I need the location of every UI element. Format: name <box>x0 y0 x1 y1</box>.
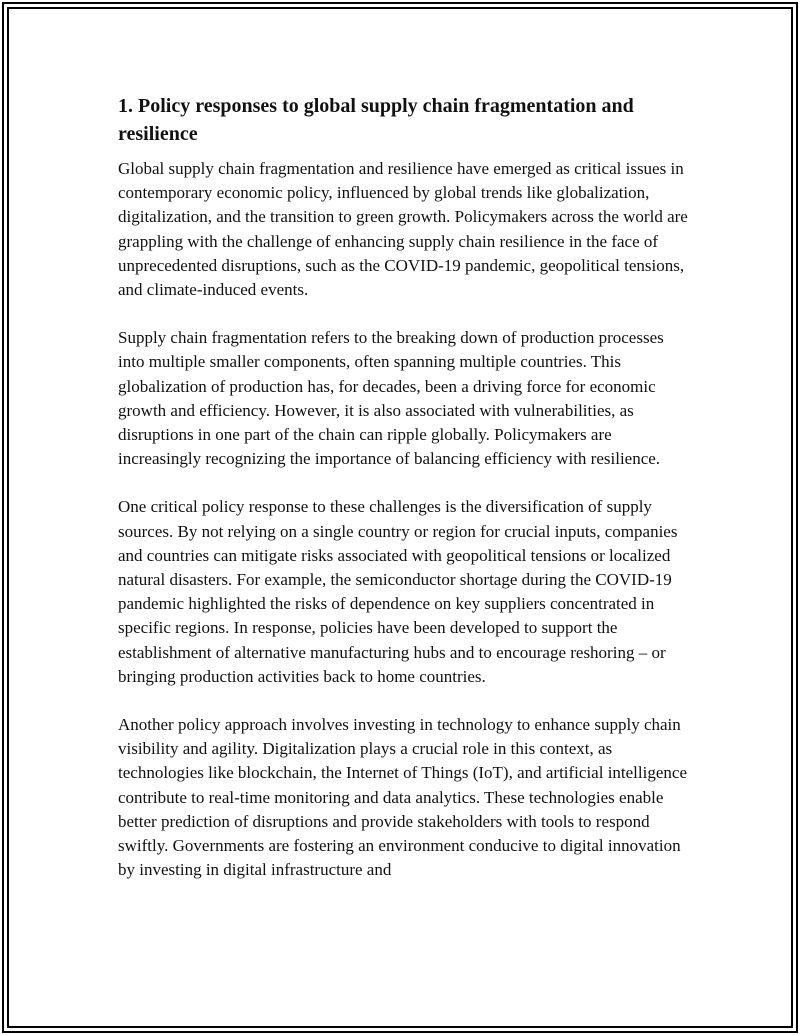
paragraph-3: One critical policy response to these challenges is the diversification of supply sources. By not relying on a single country or region for crucial inputs, companies and countries can mitigate risks associated with geopolitical tensions or localized natural disasters. For example, the semiconductor shortage during the COVID-19 pandemic highlighted the risks of dependence on key suppliers concentrated in specific regions. In response, policies have been developed to support the establishment of alternative manufacturing hubs and to encourage reshoring – or bringing production activities back to home countries. <box>118 497 678 686</box>
document-body <box>118 92 693 906</box>
paragraph-1: Global supply chain fragmentation and resilience have emerged as critical issues in contemporary economic policy, influenced by global trends like globalization, digitalization, and the transition to green growth. Policymakers across the world are grappling with the challenge of enhancing supply chain resilience in the face of unprecedented disruptions, such as the COVID-19 pandemic, geopolitical tensions, and climate-induced events. <box>118 159 688 300</box>
paragraph-4: Another policy approach involves investing in technology to enhance supply chain visibility and agility. Digitalization plays a crucial role in this context, as technologies like blockchain, the Internet of Things (IoT), and artificial intelligence contribute to real-time monitoring and data analytics. These technologies enable better prediction of disruptions and provide stakeholders with tools to respond swiftly. Governments are fostering an environment conducive to digital innovation by investing in digital infrastructure and <box>118 715 687 880</box>
section-heading: 1. Policy responses to global supply chain fragmentation and resilience <box>118 95 634 145</box>
paragraph-2: Supply chain fragmentation refers to the breaking down of production processes into multiple smaller components, often spanning multiple countries. This globalization of production has, for decades, been a driving force for economic growth and efficiency. However, it is also associated with vulnerabilities, as disruptions in one part of the chain can ripple globally. Policymakers are increasingly recognizing the importance of balancing efficiency with resilience. <box>118 328 664 469</box>
